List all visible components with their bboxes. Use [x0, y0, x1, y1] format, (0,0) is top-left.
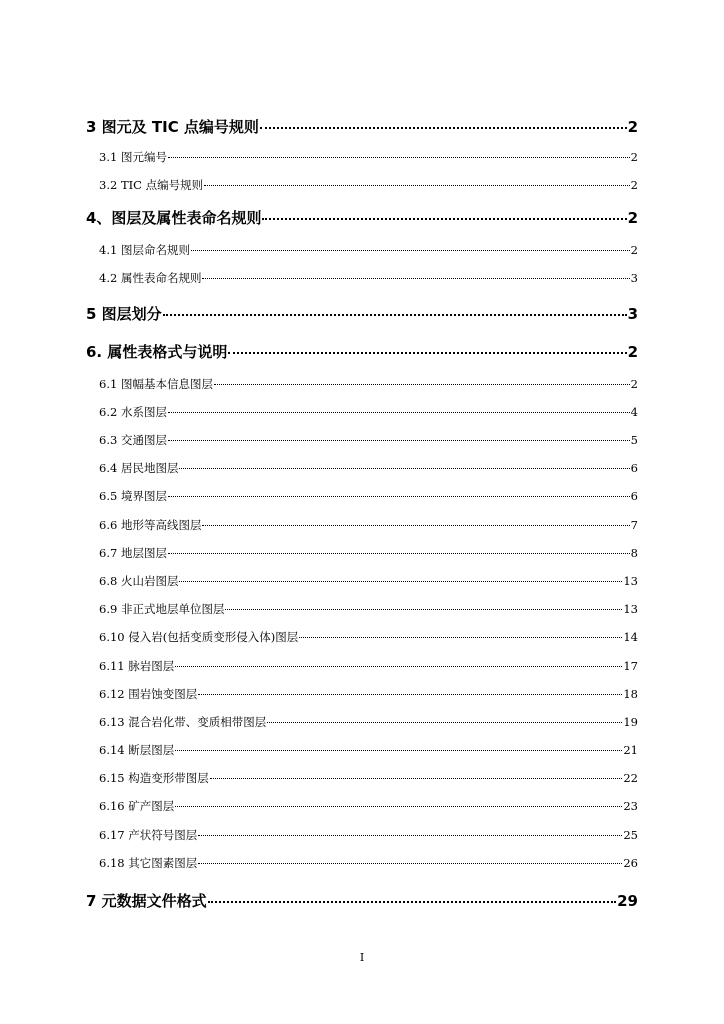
toc-entry-label: 6.7 地层图层 [99, 546, 167, 560]
toc-entry[interactable] [99, 629, 638, 645]
toc-entry-label: 6.3 交通图层 [99, 433, 167, 447]
toc-entry-label: 6.4 居民地图层 [99, 461, 179, 475]
toc-entry[interactable] [99, 686, 638, 702]
toc-leader-dots [191, 250, 630, 251]
toc-entry[interactable] [99, 177, 638, 193]
toc-entry[interactable] [99, 855, 638, 871]
toc-entry-label: 6.17 产状符号图层 [99, 828, 198, 842]
toc-leader-dots [168, 157, 630, 158]
toc-leader-dots [225, 609, 622, 610]
toc-entry-page: 2 [627, 118, 638, 136]
toc-entry-page: 4 [630, 405, 638, 419]
toc-entry[interactable] [99, 601, 638, 617]
toc-entry-label: 3.1 图元编号 [99, 150, 167, 164]
toc-entry-page: 3 [630, 271, 638, 285]
toc-entry-label: 6.1 图幅基本信息图层 [99, 377, 213, 391]
toc-entry[interactable] [99, 270, 638, 286]
toc-entry[interactable] [99, 742, 638, 758]
toc-entry-label: 4.1 图层命名规则 [99, 243, 190, 257]
toc-entry[interactable] [99, 432, 638, 448]
toc-entry-page: 25 [623, 828, 638, 842]
toc-entry[interactable] [86, 890, 638, 911]
toc-entry-label: 6.12 围岩蚀变图层 [99, 687, 198, 701]
toc-entry-page: 13 [623, 602, 638, 616]
toc-leader-dots [168, 440, 630, 441]
toc-entry[interactable] [99, 545, 638, 561]
toc-entry[interactable] [99, 488, 638, 504]
toc-entry-page: 7 [630, 518, 638, 532]
toc-leader-dots [208, 901, 616, 903]
toc-entry-label: 6.11 脉岩图层 [99, 659, 175, 673]
toc-leader-dots [168, 553, 630, 554]
toc-entry-page: 21 [623, 743, 638, 757]
toc-leader-dots [214, 384, 630, 385]
toc-entry[interactable] [99, 460, 638, 476]
toc-leader-dots [175, 750, 622, 751]
toc-leader-dots [267, 722, 622, 723]
toc-entry[interactable] [99, 827, 638, 843]
toc-entry-page: 29 [617, 892, 638, 910]
toc-entry-page: 2 [630, 243, 638, 257]
toc-entry-page: 2 [630, 150, 638, 164]
toc-leader-dots [198, 863, 622, 864]
toc-entry-label: 4、图层及属性表命名规则 [86, 209, 262, 227]
toc-entry-page: 2 [630, 377, 638, 391]
toc-entry[interactable] [99, 404, 638, 420]
toc-entry-label: 6.18 其它图素图层 [99, 856, 198, 870]
toc-entry[interactable] [99, 376, 638, 392]
toc-entry[interactable] [99, 770, 638, 786]
toc-entry-page: 6 [630, 489, 638, 503]
toc-entry[interactable] [86, 116, 638, 137]
toc-entry-label: 6.2 水系图层 [99, 405, 167, 419]
toc-leader-dots [202, 525, 629, 526]
toc-leader-dots [175, 666, 622, 667]
toc-entry[interactable] [86, 341, 638, 362]
toc-entry-label: 3 图元及 TIC 点编号规则 [86, 118, 259, 136]
toc-entry-label: 6.14 断层图层 [99, 743, 175, 757]
toc-entry[interactable] [99, 242, 638, 258]
toc-entry[interactable] [99, 798, 638, 814]
toc-entry-label: 6.10 侵入岩(包括变质变形侵入体)图层 [99, 630, 299, 644]
toc-leader-dots [168, 496, 630, 497]
toc-entry-page: 17 [623, 659, 638, 673]
toc-entry[interactable] [99, 573, 638, 589]
toc-entry-label: 6.5 境界图层 [99, 489, 167, 503]
toc-leader-dots [198, 835, 622, 836]
toc-entry-label: 6.13 混合岩化带、变质相带图层 [99, 715, 267, 729]
toc-leader-dots [202, 278, 629, 279]
toc-entry-page: 18 [623, 687, 638, 701]
toc-entry-label: 4.2 属性表命名规则 [99, 271, 202, 285]
toc-leader-dots [204, 185, 630, 186]
toc-entry-label: 7 元数据文件格式 [86, 892, 207, 910]
toc-leader-dots [198, 694, 622, 695]
toc-leader-dots [175, 806, 622, 807]
toc-leader-dots [163, 314, 627, 316]
toc-entry-page: 2 [627, 209, 638, 227]
toc-leader-dots [179, 468, 629, 469]
toc-entry-page: 14 [623, 630, 638, 644]
toc-entry-label: 6.9 非正式地层单位图层 [99, 602, 225, 616]
toc-entry-page: 26 [623, 856, 638, 870]
toc-entry-page: 5 [630, 433, 638, 447]
toc-entry-label: 5 图层划分 [86, 305, 162, 323]
toc-entry-page: 13 [623, 574, 638, 588]
toc-entry-label: 3.2 TIC 点编号规则 [99, 178, 204, 192]
toc-leader-dots [179, 581, 622, 582]
toc-entry-label: 6.16 矿产图层 [99, 799, 175, 813]
toc-entry[interactable] [99, 658, 638, 674]
toc-entry-page: 19 [623, 715, 638, 729]
toc-entry[interactable] [99, 517, 638, 533]
toc-entry-label: 6. 属性表格式与说明 [86, 343, 228, 361]
toc-entry[interactable] [99, 149, 638, 165]
toc-entry-page: 22 [623, 771, 638, 785]
toc-entry[interactable] [86, 303, 638, 324]
toc-leader-dots [168, 412, 630, 413]
toc-entry[interactable] [86, 207, 638, 228]
toc-entry-label: 6.8 火山岩图层 [99, 574, 179, 588]
toc-entry[interactable] [99, 714, 638, 730]
toc-entry-page: 2 [630, 178, 638, 192]
toc-leader-dots [260, 127, 627, 129]
toc-leader-dots [299, 637, 622, 638]
toc-entry-page: 2 [627, 343, 638, 361]
toc-leader-dots [262, 218, 626, 220]
toc-entry-page: 3 [627, 305, 638, 323]
toc-entry-page: 6 [630, 461, 638, 475]
toc-entry-label: 6.6 地形等高线图层 [99, 518, 202, 532]
toc-leader-dots [228, 352, 626, 354]
toc-entry-label: 6.15 构造变形带图层 [99, 771, 209, 785]
toc-leader-dots [210, 778, 623, 779]
toc-entry-page: 23 [623, 799, 638, 813]
page-number: I [359, 951, 365, 964]
toc-entry-page: 8 [630, 546, 638, 560]
